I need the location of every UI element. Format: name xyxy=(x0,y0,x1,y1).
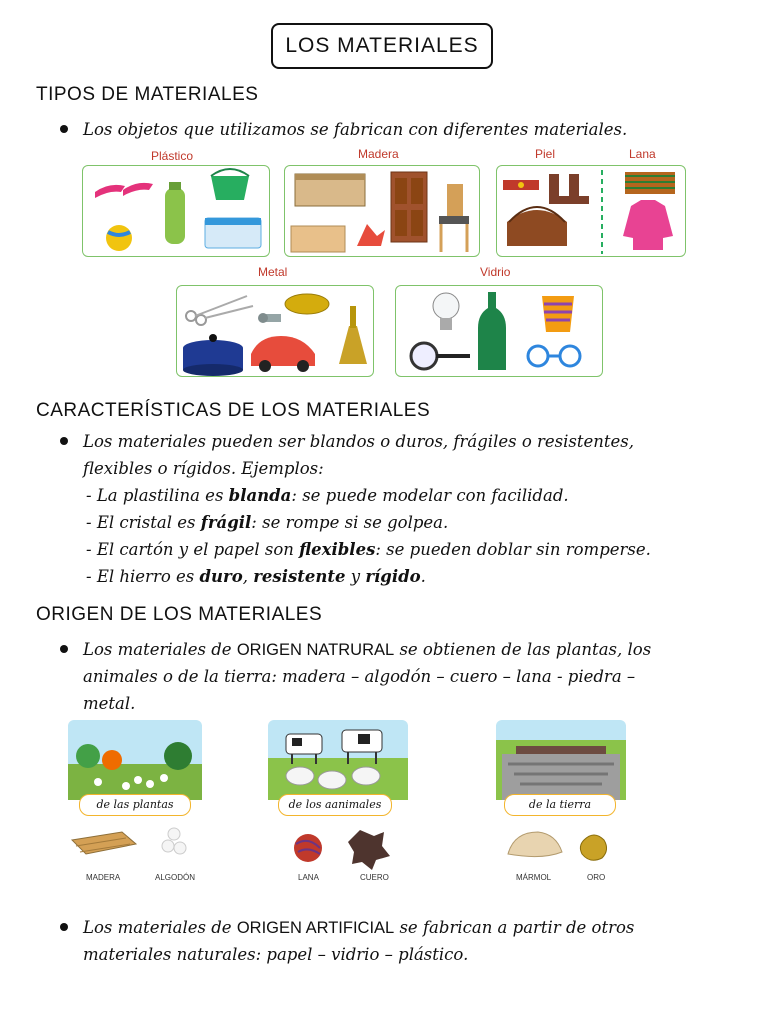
earth-scene-illustration xyxy=(496,720,626,800)
material-oro: ORO xyxy=(587,873,606,882)
page-title: LOS MATERIALES xyxy=(271,23,493,69)
origin-label-tierra: de la tierra xyxy=(504,794,616,816)
origen-natural-line1: Los materiales de ORIGEN NATRURAL se obtienen de las plantas, los xyxy=(83,640,652,659)
origen-natural-line3: metal. xyxy=(83,694,136,713)
group-plastico xyxy=(82,165,270,257)
origin-label-plantas: de las plantas xyxy=(79,794,191,816)
origen-artificial-line1: Los materiales de ORIGEN ARTIFICIAL se fabrican a partir de otros xyxy=(83,918,635,937)
animals-scene-illustration xyxy=(268,720,408,800)
bullet-dot xyxy=(60,923,68,931)
heading-caracteristicas: CARACTERÍSTICAS DE LOS MATERIALES xyxy=(36,400,431,421)
example-hierro: - El hierro es duro, resistente y rígido. xyxy=(86,567,426,586)
material-cuero: CUERO xyxy=(360,873,389,882)
label-metal: Metal xyxy=(258,265,288,279)
group-metal xyxy=(176,285,374,377)
material-lana: LANA xyxy=(298,873,319,882)
plastic-objects-illustration xyxy=(83,166,271,258)
label-lana: Lana xyxy=(629,147,656,161)
metal-objects-illustration xyxy=(177,286,375,378)
origin-label-animales: de los aanimales xyxy=(278,794,392,816)
wood-objects-illustration xyxy=(285,166,481,258)
bullet-dot xyxy=(60,645,68,653)
label-piel: Piel xyxy=(535,147,556,161)
example-plastilina: - La plastilina es blanda: se puede modelar con facilidad. xyxy=(86,486,569,505)
group-piel-lana xyxy=(496,165,686,257)
material-madera: MADERA xyxy=(86,873,121,882)
bullet-dot xyxy=(60,437,68,445)
group-vidrio xyxy=(395,285,603,377)
heading-origen: ORIGEN DE LOS MATERIALES xyxy=(36,604,323,625)
label-madera: Madera xyxy=(358,147,399,161)
glass-objects-illustration xyxy=(396,286,604,378)
earth-materials-illustration xyxy=(496,826,626,870)
origen-natural-line2: animales o de la tierra: madera – algodón – cuero – lana - piedra – xyxy=(83,667,636,686)
tipos-bullet-text: Los objetos que utilizamos se fabrican con diferentes materiales. xyxy=(83,120,628,139)
leather-wool-objects-illustration xyxy=(497,166,687,258)
caracteristicas-line1: Los materiales pueden ser blandos o duros, frágiles o resistentes, xyxy=(83,432,635,451)
group-madera xyxy=(284,165,480,257)
example-cristal: - El cristal es frágil: se rompe si se golpea. xyxy=(86,513,449,532)
material-algodon: ALGODÓN xyxy=(155,873,196,882)
heading-tipos: TIPOS DE MATERIALES xyxy=(36,84,259,105)
label-vidrio: Vidrio xyxy=(480,265,511,279)
example-carton: - El cartón y el papel son flexibles: se pueden doblar sin romperse. xyxy=(86,540,651,559)
material-marmol: MÁRMOL xyxy=(516,873,552,882)
animals-materials-illustration xyxy=(268,826,408,870)
caracteristicas-line2: flexibles o rígidos. Ejemplos: xyxy=(83,459,324,478)
origen-artificial-line2: materiales naturales: papel – vidrio – plástico. xyxy=(83,945,469,964)
bullet-dot xyxy=(60,125,68,133)
label-plastico: Plástico xyxy=(151,149,194,163)
plants-materials-illustration xyxy=(68,826,202,870)
plants-scene-illustration xyxy=(68,720,202,800)
